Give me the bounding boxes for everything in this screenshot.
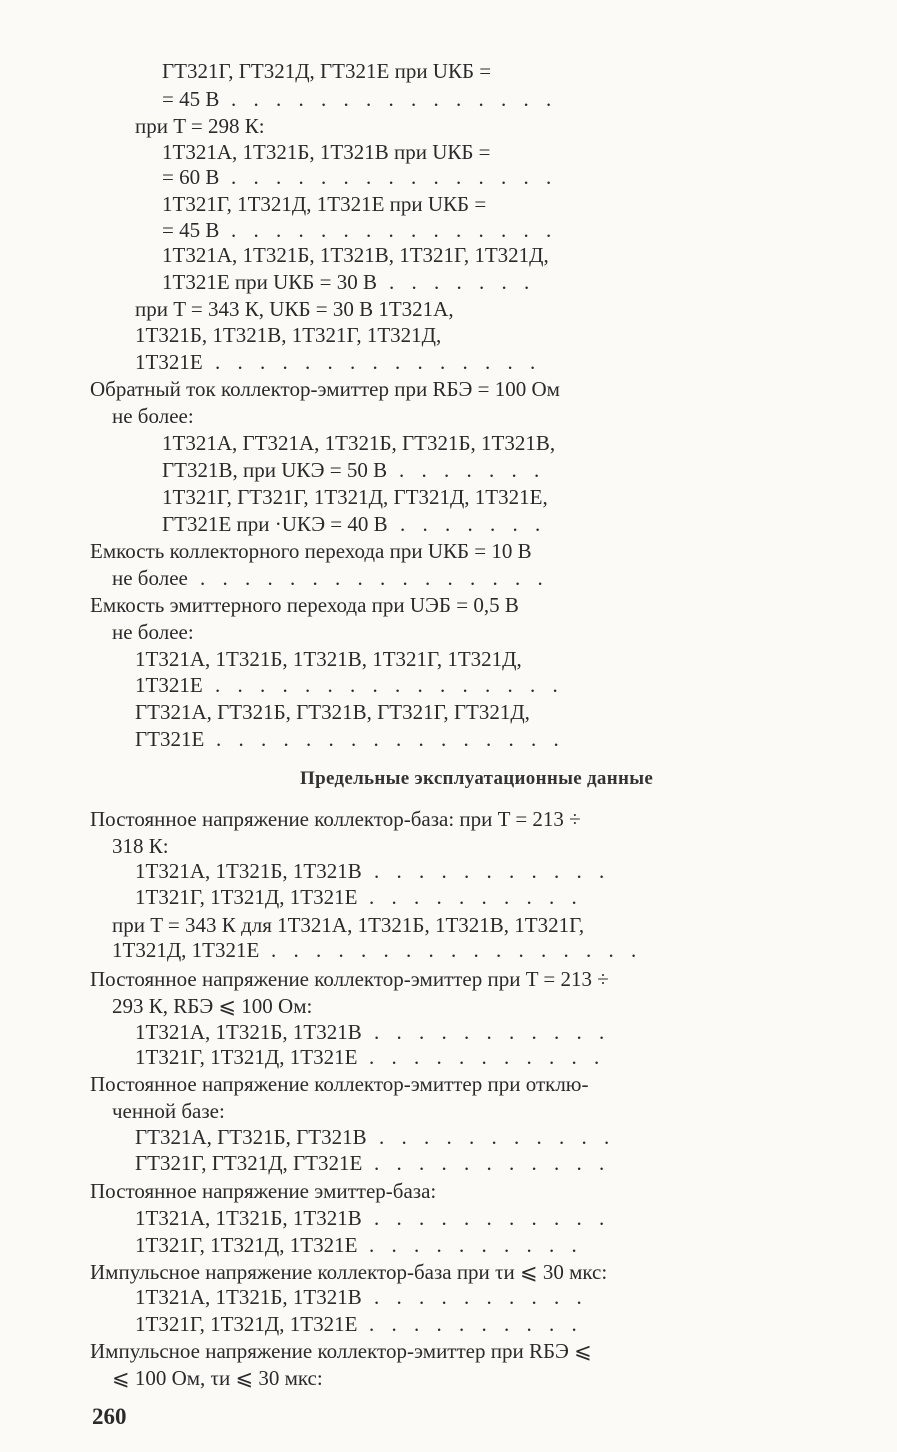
leader-dots: . . . . . . .: [389, 270, 536, 294]
leader-dots: . . . . . . . . . . .: [374, 1206, 611, 1230]
line-text: ченной базе:: [112, 1099, 225, 1123]
line-text: 1Т321Г, 1Т321Д, 1Т321Е при UКБ =: [162, 192, 487, 216]
leader-dots: . . . . . . .: [400, 512, 547, 536]
line-text: 1Т321Г, 1Т321Д, 1Т321Е: [135, 1045, 358, 1069]
leader-dots: . . . . . . . . . . . . . . .: [215, 350, 542, 374]
line-text: не более:: [112, 404, 194, 428]
leader-dots: . . . . . . . . . . .: [369, 1045, 606, 1069]
line-text: ГТ321А, ГТ321Б, ГТ321В, ГТ321Г, ГТ321Д,: [135, 700, 530, 724]
line-text: не более: [112, 566, 188, 590]
line-text: = 45 В: [162, 218, 220, 242]
line-text: 1Т321Е: [135, 350, 203, 374]
line-text: Импульсное напряжение коллектор-база при τи ⩽ 30 мкс:: [90, 1260, 608, 1284]
line-text: 1Т321Е при UКБ = 30 В: [162, 270, 377, 294]
line-text: Постоянное напряжение коллектор-база: при T = 213 ÷: [90, 807, 581, 831]
line-text: 1Т321Е: [135, 673, 203, 697]
leader-dots: . . . . . . . . . .: [369, 1312, 583, 1336]
line-text: при T = 343 К для 1Т321А, 1Т321Б, 1Т321В, 1Т321Г,: [112, 913, 585, 937]
line-text: 1Т321Б, 1Т321В, 1Т321Г, 1Т321Д,: [135, 323, 442, 347]
line-text: 1Т321Г, 1Т321Д, 1Т321Е: [135, 1312, 358, 1336]
line-text: Импульсное напряжение коллектор-эмиттер при RБЭ ⩽: [90, 1339, 592, 1363]
leader-dots: . . . . . . . . . . . . . . . . .: [271, 938, 643, 962]
line-text: при T = 298 К:: [135, 114, 265, 138]
line-text: не более:: [112, 620, 194, 644]
line-text: Емкость эмиттерного перехода при UЭБ = 0,5 В: [90, 593, 519, 617]
leader-dots: . . . . . . . . . . . . . . . .: [216, 727, 565, 751]
line-text: 1Т321А, 1Т321Б, 1Т321В, 1Т321Г, 1Т321Д,: [162, 243, 549, 267]
line-text: 318 К:: [112, 834, 169, 858]
line-text: Постоянное напряжение коллектор-эмиттер при отклю-: [90, 1072, 589, 1096]
line-text: ГТ321Г, ГТ321Д, ГТ321Е: [135, 1151, 363, 1175]
leader-dots: . . . . . . . . . . .: [374, 1020, 611, 1044]
line-text: = 60 В: [162, 165, 220, 189]
line-text: ГТ321В, при UКЭ = 50 В: [162, 458, 388, 482]
line-text: 1Т321Г, 1Т321Д, 1Т321Е: [135, 885, 358, 909]
line-text: ГТ321Е: [135, 727, 205, 751]
leader-dots: . . . . . . . . . .: [369, 885, 583, 909]
line-text: 1Т321А, 1Т321Б, 1Т321В: [135, 1285, 362, 1309]
leader-dots: . . . . . . . . . . . . . . .: [231, 218, 558, 242]
section-heading: Предельные эксплуатационные данные: [300, 768, 654, 789]
line-text: 1Т321А, 1Т321Б, 1Т321В: [135, 1020, 362, 1044]
leader-dots: . . . . . . . . . . .: [379, 1125, 616, 1149]
line-text: Обратный ток коллектор-эмиттер при RБЭ = 100 Ом: [90, 377, 560, 401]
line-text: ГТ321Е при ·UКЭ = 40 В: [162, 512, 388, 536]
line-text: 1Т321Г, ГТ321Г, 1Т321Д, ГТ321Д, 1Т321Е,: [162, 485, 548, 509]
line-text: ГТ321Г, ГТ321Д, ГТ321Е при UКБ =: [162, 59, 492, 83]
line-text: 1Т321Г, 1Т321Д, 1Т321Е: [135, 1233, 358, 1257]
line-text: Емкость коллекторного перехода при UКБ = 10 В: [90, 539, 532, 563]
line-text: 1Т321А, ГТ321А, 1Т321Б, ГТ321Б, 1Т321В,: [162, 431, 556, 455]
leader-dots: . . . . . . . . . . . . . . .: [231, 165, 558, 189]
line-text: = 45 В: [162, 87, 220, 111]
line-text: ⩽ 100 Ом, τи ⩽ 30 мкс:: [112, 1366, 323, 1390]
leader-dots: . . . . . . . . . . . . . . . .: [215, 673, 564, 697]
leader-dots: . . . . . . .: [399, 458, 546, 482]
leader-dots: . . . . . . . . . .: [374, 1285, 588, 1309]
line-text: ГТ321А, ГТ321Б, ГТ321В: [135, 1125, 367, 1149]
leader-dots: . . . . . . . . . . . . . . . .: [200, 566, 549, 590]
leader-dots: . . . . . . . . . . .: [374, 859, 611, 883]
line-text: при T = 343 К, UКБ = 30 В 1Т321А,: [135, 297, 454, 321]
leader-dots: . . . . . . . . . . .: [374, 1151, 611, 1175]
line-text: Постоянное напряжение эмиттер-база:: [90, 1179, 437, 1203]
line-text: 1Т321А, 1Т321Б, 1Т321В: [135, 1206, 362, 1230]
line-text: 1Т321Д, 1Т321Е: [112, 938, 260, 962]
line-text: Постоянное напряжение коллектор-эмиттер при T = 213 ÷: [90, 967, 609, 991]
leader-dots: . . . . . . . . . . . . . . .: [231, 87, 558, 111]
line-text: 293 К, RБЭ ⩽ 100 Ом:: [112, 994, 313, 1018]
line-text: 1Т321А, 1Т321Б, 1Т321В при UКБ =: [162, 140, 491, 164]
leader-dots: . . . . . . . . . .: [369, 1233, 583, 1257]
line-text: 1Т321А, 1Т321Б, 1Т321В, 1Т321Г, 1Т321Д,: [135, 647, 522, 671]
page-number: 260: [92, 1404, 127, 1429]
line-text: 1Т321А, 1Т321Б, 1Т321В: [135, 859, 362, 883]
